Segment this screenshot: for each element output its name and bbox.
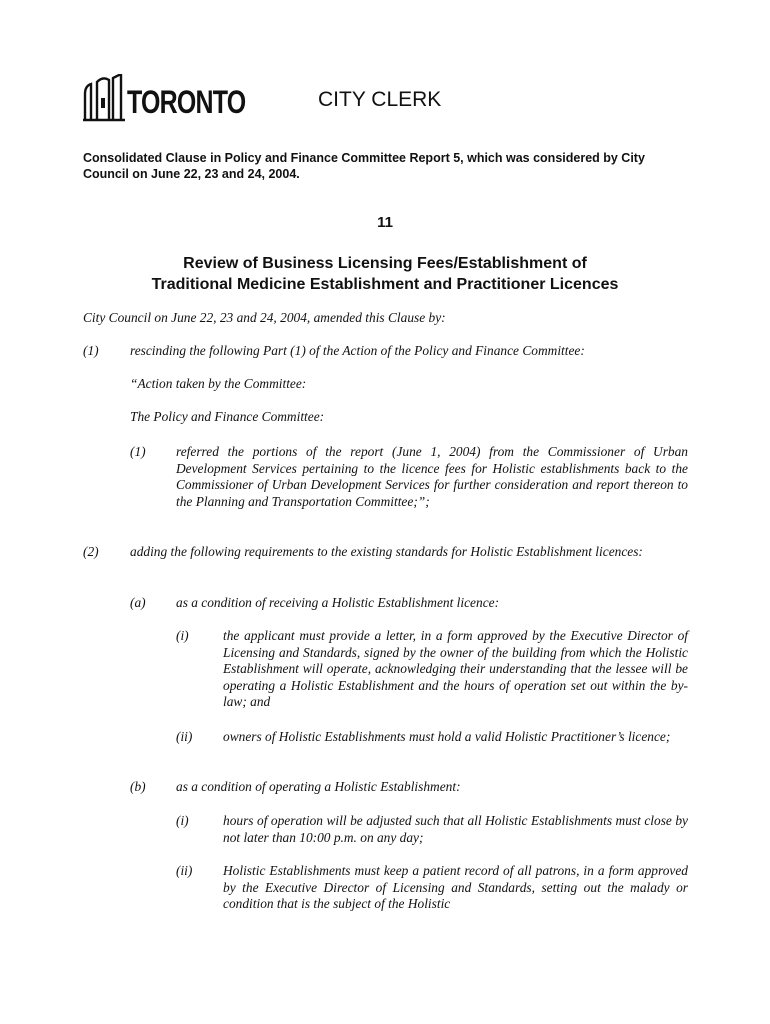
sub-item-text: as a condition of operating a Holistic Establishment: (176, 779, 461, 794)
quote-committee: The Policy and Finance Committee: (130, 409, 325, 424)
clause-title-line-1: Review of Business Licensing Fees/Establishment of (183, 255, 587, 272)
logo-wordmark: TORONTO (127, 84, 246, 120)
amended-statement: City Council on June 22, 23 and 24, 2004, amended this Clause by: (83, 310, 446, 325)
sub-item-number: (a) (130, 595, 146, 610)
sub-item-text: as a condition of receiving a Holistic Establishment licence: (176, 595, 500, 610)
item-text: adding the following requirements to the existing standards for Holistic Establishment licences: (130, 544, 643, 559)
intro-paragraph: Consolidated Clause in Policy and Finance Committee Report 5, which was considered by City Council on June 22, 23 and 24, 2004. (83, 151, 645, 181)
clause-number: 11 (377, 214, 393, 231)
office-title: CITY CLERK (318, 88, 442, 111)
clause-number-roman: (i) (176, 628, 189, 643)
clause-title-line-2: Traditional Medicine Establishment and Practitioner Licences (151, 276, 619, 293)
quote-intro: “Action taken by the Committee: (130, 376, 307, 391)
sub-item-number: (1) (130, 444, 146, 459)
clause-number-roman: (i) (176, 813, 189, 828)
sub-item-number: (b) (130, 779, 146, 794)
clause-number-roman: (ii) (176, 729, 193, 744)
clause-text: hours of operation will be adjusted such that all Holistic Establishments must close by not later than 10:00 p.m. on any day; (223, 813, 688, 845)
clause-text: Holistic Establishments must keep a patient record of all patrons, in a form approved by the Executive Director of Licensing and Standards, setting out the malady or condition that is the subject of the Holistic (223, 863, 688, 911)
clause-title (0, 253, 770, 295)
clause-text: the applicant must provide a letter, in a form approved by the Executive Director of Licensing and Standards, signed by the owner of the building from which the Holistic Establishment will operate, acknowledging their understanding that the lessee will be operating a Holistic Establishment and the hours of operation set out within the by-law; and (223, 628, 688, 709)
item-text: rescinding the following Part (1) of the Action of the Policy and Finance Committee: (130, 343, 585, 358)
clause-text: owners of Holistic Establishments must hold a valid Holistic Practitioner’s licence; (223, 729, 671, 744)
item-number: (2) (83, 544, 99, 559)
clause-number-roman: (ii) (176, 863, 193, 878)
city-hall-icon (83, 74, 129, 122)
sub-item-text: referred the portions of the report (June 1, 2004) from the Commissioner of Urban Development Services pertaining to the licence fees for Holistic establishments back to the Commissioner of Urban Development Services for further consideration and report thereon to the Planning and Transportation Committee;”; (176, 444, 688, 509)
item-number: (1) (83, 343, 99, 358)
toronto-logo (83, 74, 246, 122)
